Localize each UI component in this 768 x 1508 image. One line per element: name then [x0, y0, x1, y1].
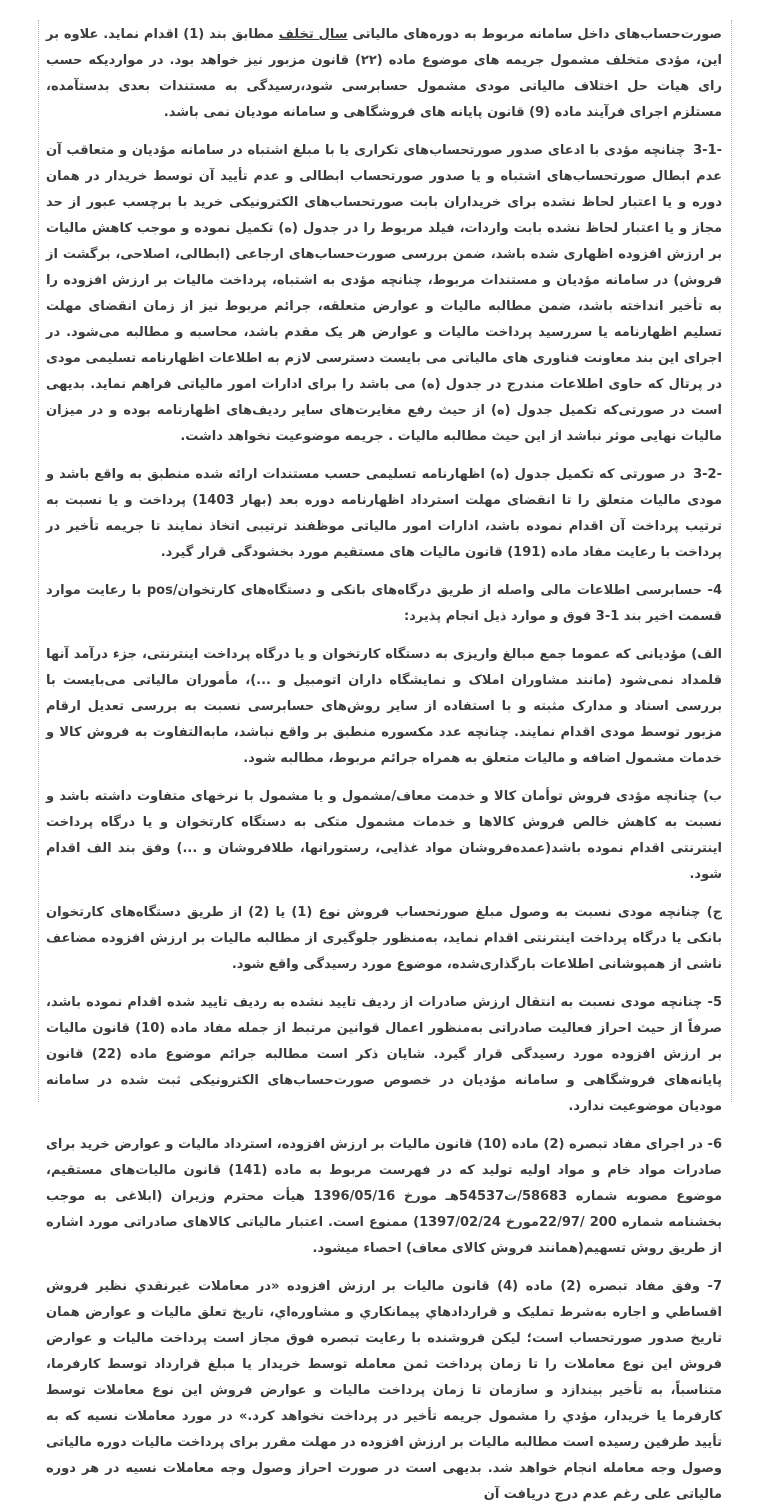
- paragraph-item-be: [46, 784, 722, 888]
- paragraph-text: 7- وفق مفاد تبصره (2) ماده (4) قانون مالیات بر ارزش افزوده «در معاملات غیرنقدي نظیر فروش اقساطي و اجاره به‌شرط تملیک و قراردادهاي پیمانکاري و مشاوره‌اي، تاریخ تعلق مالیات و عوارض همان تاریخ صدور صورتحساب است؛ لیکن فروشنده با رعایت تبصره فوق مجاز است پرداخت مالیات و عوارض فروش این نوع معاملات را تا زمان پرداخت ثمن معامله توسط خریدار یا مبلغ قرارداد توسط کارفرما، متناسباً، به تأخیر بیندازد و سازمان تا زمان پرداخت مالیات و عوارض فروش این نوع معاملات توسط کارفرما یا خریدار، مؤدي را مشمول جریمه تأخیر در پرداخت نخواهد کرد.» در مورد معاملات نسیه که به تأیید طرفین رسیده است مطالبه مالیات بر ارزش افزوده در مهلت مقرر برای پرداخت مالیات دوره مالیاتی وصول وجه معامله انجام خواهد شد. بدیهی است در صورت احراز وصول وجه معاملات نسیه در هر دوره مالیاتی علی رغم عدم درج دریافت آن: [46, 1279, 722, 1502]
- paragraph-text: چنانچه مؤدی با ادعای صدور صورتحساب‌های تکراری یا با مبلغ اشتباه در سامانه مؤدیان و متعاقب آن عدم ابطال صورتحساب‌های اشتباه و یا صدور صورتحساب ابطالی و عدم تأیید آن توسط خریدار در همان دوره و یا اعتبار لحاظ نشده برای خریداران بابت صورتحساب‌های الکترونیکی خرید با برچسب عبور از حد مجاز و یا اعتبار لحاظ نشده بابت واردات، فیلد مربوط را در جدول (ه) تکمیل نموده و موجب کاهش مالیات بر ارزش افزوده اظهاری شده باشد، ضمن بررسی صورت‌حساب‌های ارجاعی (ابطالی، اصلاحی، برگشت از فروش) در سامانه مؤدیان و مستندات مربوط، چنانچه مؤدی به اشتباه، پرداخت مالیات بر ارزش افزوده را به تأخیر انداخته باشد، ضمن مطالبه مالیات و عوارض متعلقه، جرائم مربوط نیز از زمان انقضای مهلت تسلیم اظهارنامه یا سررسید پرداخت مالیات و عوارض هر یک مقدم باشد، محاسبه و مطالبه می‌شود. در اجرای این بند معاونت فناوری های مالیاتی می بایست دسترسی لازم به اطلاعات اظهارنامه تسلیمی مودی در پرتال که حاوی اطلاعات مندرج در جدول (ه) می باشد را برای ادارات امور مالیاتی فراهم نماید. بدیهی است در صورتی‌که تکمیل جدول (ه) از حیث رفع مغایرت‌های سایر ردیف‌های اظهارنامه بوده و در میزان مالیات نهایی موثر نباشد از این حیث مطالبه مالیات . جریمه موضوعیت نخواهد داشت.: [46, 143, 722, 444]
- paragraph-text: 5- چنانچه مودی نسبت به انتقال ارزش صادرات از ردیف تایید نشده به ردیف تایید شده اقدام نموده باشد، صرفاً از حیث احراز فعالیت صادراتی به‌منظور اعمال قوانین مرتبط از جمله مفاد ماده (10) قانون مالیات بر ارزش افزوده مورد رسیدگی قرار گیرد. شایان ذکر است مطالبه جرائم موضوع ماده (22) قانون پایانه‌های فروشگاهی و سامانه مؤدیان در خصوص صورت‌حساب‌های الکترونیکی ثبت شده در سامانه مودیان موضوعیت ندارد.: [46, 995, 723, 1114]
- underlined-phrase: سال تخلف: [278, 27, 348, 42]
- paragraph-item-3-1: [46, 138, 722, 450]
- paragraph-text: مطابق بند (1) اقدام نماید. علاوه بر این، مؤدی متخلف مشمول جریمه های موضوع ماده (۲۲) قانون مزبور نیز خواهد بود. در مواردیکه حسب رای هیات حل اختلاف مالیاتی مودی مشمول حسابرسی شود،رسیدگی به مستندات بعدی بدستآمده، مستلزم اجرای فرآیند ماده (9) قانون پایانه های فروشگاهی و سامانه مودیان نمی باشد.: [46, 27, 722, 120]
- paragraph-item-alef: [46, 642, 722, 772]
- paragraph-text: 4- حسابرسی اطلاعات مالی واصله از طریق درگاه‌های بانکی و دستگاه‌های کارتخوان/pos با رعایت موارد قسمت اخیر بند 1-3 فوق و موارد ذیل انجام پذیرد:: [46, 583, 722, 624]
- paragraph-text: ج) چنانچه مودی نسبت به وصول مبلغ صورتحساب فروش نوع (1) یا (2) از طریق دستگاه‌های کارتخوان بانکی یا درگاه پرداخت اینترنتی اقدام نماید، به‌منظور جلوگیری از مطالبه مالیات بر ارزش افزوده مضاعف ناشی از همپوشانی اطلاعات بارگذاری‌شده، موضوع مورد رسیدگی واقع شود.: [46, 905, 723, 972]
- paragraph-text: ب) چنانچه مؤدی فروش توأمان کالا و خدمت معاف/مشمول و یا مشمول با نرخهای متفاوت داشته باشد و نسبت به کاهش خالص فروش کالاها و خدمات مشمول متکی به دستگاه کارتخوان و یا درگاه پرداخت اینترنتی اقدام نموده باشد(عمده‌فروشان مواد غذایی، رستورانها، طلافروشان و ...) وفق بند الف اقدام شود.: [46, 789, 722, 882]
- paragraph-item-5: [46, 990, 722, 1120]
- paragraph-text: 6- در اجرای مفاد تبصره (2) ماده (10) قانون مالیات بر ارزش افزوده، استرداد مالیات و عوارض خرید برای صادرات مواد خام و مواد اولیه تولید که در فهرست مربوط به ماده (141) قانون مالیات‌های مستقیم، موضوع مصوبه شماره 58683/ت54537هـ مورخ 1396/05/16 هیأت محترم وزیران (ابلاغی به موجب بخشنامه شماره 200 /22/97مورخ 1397/02/24) ممنوع است. اعتبار مالیاتی کالاهای صادراتی مورد اشاره از طریق روش تسهیم(همانند فروش کالای معاف) احصاء میشود.: [46, 1137, 723, 1256]
- document-body: [46, 22, 722, 1508]
- paragraph-item-3-2: [46, 462, 722, 566]
- item-number: 3-1-: [693, 143, 723, 158]
- paragraph-item-7: [46, 1274, 722, 1508]
- right-margin-guide: [731, 20, 732, 1102]
- paragraph-text: صورت‌حساب‌های داخل سامانه مربوط به دوره‌های مالیاتی: [347, 27, 722, 42]
- paragraph-item-6: [46, 1132, 722, 1262]
- paragraph-item-4: [46, 578, 722, 630]
- paragraph-text: الف) مؤدیانی که عموما جمع مبالغ واریزی به دستگاه کارتخوان و یا درگاه پرداخت اینترنتی، جزء درآمد آنها قلمداد نمی‌شود (مانند مشاوران املاک و نمایشگاه داران اتومبیل و ...)، مأموران مالیاتی می‌بایست با بررسی اسناد و مدارک مثبته و با استفاده از سایر روش‌های حسابرسی نسبت به بررسی تعدیل ارقام مزبور توسط مودی اقدام نمایند. چنانچه عدد مکسوره منطبق بر واقع نباشد، مابه‌التفاوت به فروش کالا و خدمات مشمول اضافه و مالیات متعلق به همراه جرائم مربوط، مطالبه شود.: [46, 647, 722, 766]
- paragraph-item-jim: [46, 900, 722, 978]
- paragraph-continuation: [46, 22, 722, 126]
- paragraph-text: در صورتی که تکمیل جدول (ه) اظهارنامه تسلیمی حسب مستندات ارائه شده منطبق به واقع باشد و مودی مالیات متعلق را تا انقضای مهلت استرداد اظهارنامه دوره بعد (بهار 1403) پرداخت و یا نسبت به ترتیب پرداخت آن اقدام نموده باشد، ادارات امور مالیاتی موظفند ترتیبی اتخاذ نمایند تا جریمه تأخیر در پرداخت با رعایت مفاد ماده (191) قانون مالیات های مستقیم مورد بخشودگی قرار گیرد.: [46, 467, 722, 560]
- left-margin-guide: [38, 20, 39, 1102]
- item-number: 3-2-: [693, 467, 722, 482]
